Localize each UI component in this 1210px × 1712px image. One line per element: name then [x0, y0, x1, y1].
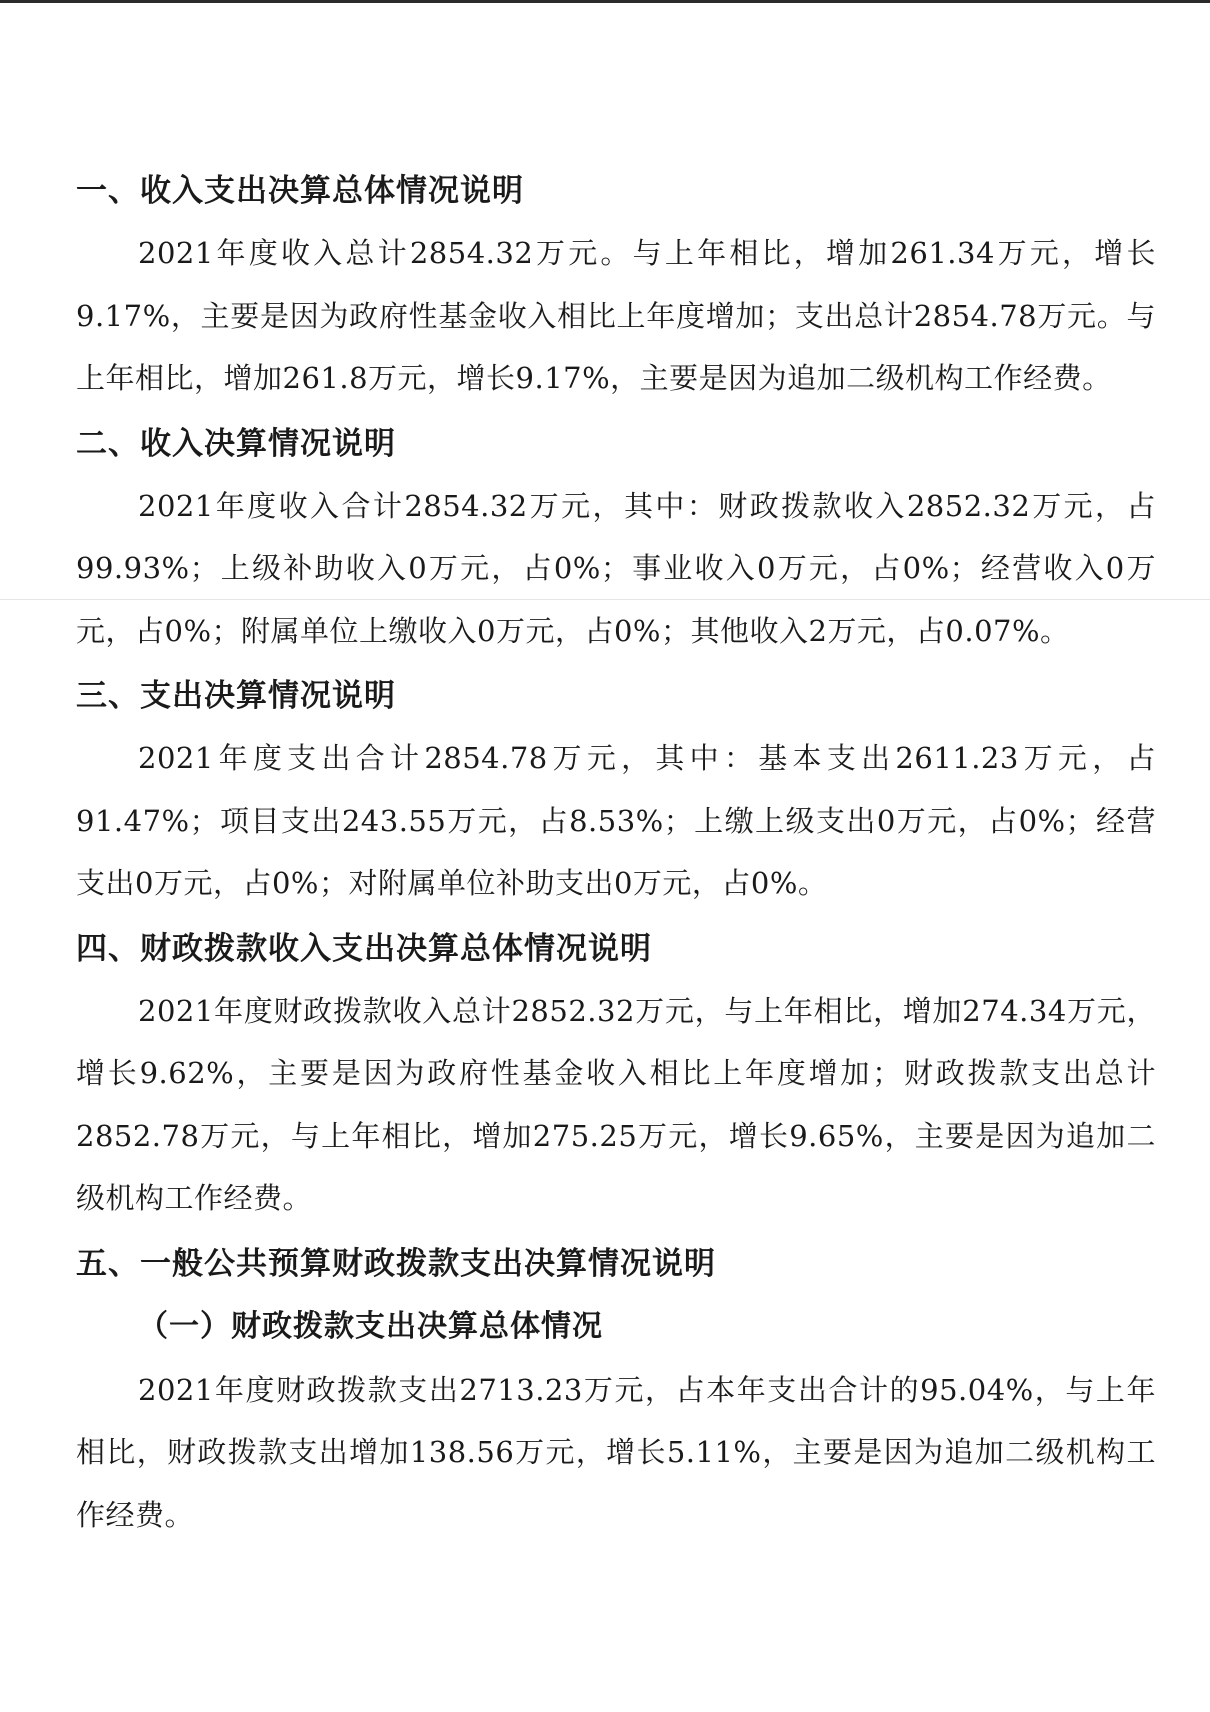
section-paragraph: 2021年度支出合计2854.78万元，其中：基本支出2611.23万元，占91.47%；项目支出243.55万元，占8.53%；上缴上级支出0万元，占0%；经营支出0万元，占0%；对附属单位补助支出0万元，占0%。: [76, 741, 1156, 900]
section-heading: 五、一般公共预算财政拨款支出决算情况说明: [76, 1245, 716, 1282]
section-heading: 三、支出决算情况说明: [76, 678, 396, 714]
section-paragraph: 2021年度收入总计2854.32万元。与上年相比，增加261.34万元，增长9.17%，主要是因为政府性基金收入相比上年度增加；支出总计2854.78万元。与上年相比，增加261.8万元，增长9.17%，主要是因为追加二级机构工作经费。: [76, 236, 1156, 395]
section-paragraph: 2021年度财政拨款收入总计2852.32万元，与上年相比，增加274.34万元，增长9.62%，主要是因为政府性基金收入相比上年度增加；财政拨款支出总计2852.78万元，与上年相比，增加275.25万元，增长9.65%，主要是因为追加二级机构工作经费。: [76, 993, 1156, 1215]
section-expenditure: [76, 665, 1156, 915]
section-paragraph: 2021年度收入合计2854.32万元，其中：财政拨款收入2852.32万元，占99.93%；上级补助收入0万元，占0%；事业收入0万元，占0%；经营收入0万元，占0%；附属单位上缴收入0万元，占0%；其他收入2万元，占0.07%。: [76, 488, 1156, 648]
section-heading: 四、财政拨款收入支出决算总体情况说明: [76, 930, 652, 967]
section-subheading: （一）财政拨款支出决算总体情况: [138, 1308, 603, 1344]
document-body: [76, 160, 1156, 1549]
section-paragraph: 2021年度财政拨款支出2713.23万元，占本年支出合计的95.04%，与上年相比，财政拨款支出增加138.56万元，增长5.11%，主要是因为追加二级机构工作经费。: [76, 1372, 1156, 1532]
section-general-public-budget: [76, 1233, 1156, 1547]
section-heading: 一、收入支出决算总体情况说明: [76, 173, 524, 209]
section-income-expenditure-overview: [76, 160, 1156, 410]
scan-top-edge: [0, 0, 1210, 3]
section-heading: 二、收入决算情况说明: [76, 425, 396, 462]
section-income: [76, 413, 1156, 663]
section-fiscal-appropriation-overview: [76, 918, 1156, 1230]
